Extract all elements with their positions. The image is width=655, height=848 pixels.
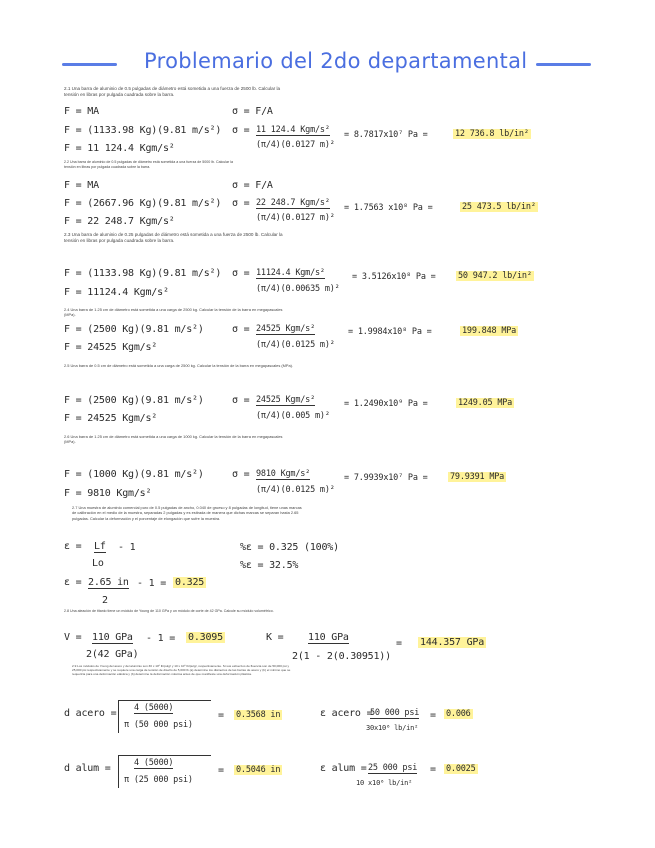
p1-sigma-numerator: 11 124.4 Kgm/s² <box>256 125 330 135</box>
title-rule-left <box>62 63 117 66</box>
p2-line-1: F = MA <box>64 180 99 191</box>
problem-2-7-statement: 2.7 Una muestra de aluminio comercial puro de 0.5 pulgadas de ancho, 0.040 de grueso y 8 pulgadas de longitud, tiene unas marcas de calibración en el medio de la muestra, separadas 2 pulgadas y es estirada de manera que dichas marcas se separan hasta 2.65 pulgadas. Calcular la deformación y el porcentaje de elongación que sufre la muestra. <box>72 505 302 521</box>
problem-2-9-statement: 2.9 Los módulos de Young del acero y del aluminio son 30 x 10⁶ lb/pulg² y 10 x 10⁶ lb/pulg², respectivamente. Si sus esfuerzos de fluencia son de 50,000 psi y 25,000 psi respectivamente y se requiere una carga de tensión de diseño de 5,000 lb (a) determine los diámetros de las barras de acero y (b) el mínimo que se requeriría para una deformación elástica y (b) determine la deformación máxima antes de que manifieste una deformación plástica. <box>72 664 291 677</box>
p3-sigma-denominator: (π/4)(0.00635 m)² <box>256 284 340 294</box>
p7-strain-numerator: Lf <box>94 541 106 552</box>
problem-2-2-statement: 2.2 Una barra de aluminio de 0.5 pulgadas de diámetro está sometida a una fuerza de 5000 lb. Calcular la tensión en libras por pulgada cuadrada sobre la barra. <box>64 160 234 169</box>
p3-answer: 50 947.2 lb/in² <box>458 271 532 281</box>
p9-alum-diameter-lhs: d alum = <box>64 763 111 774</box>
p9-steel-diameter-numerator: 4 (5000) <box>134 703 174 713</box>
p5-sigma-lhs: σ = <box>232 395 250 406</box>
p7-percent-line-1: %ε = 0.325 (100%) <box>240 542 339 553</box>
p2-sigma-lhs: σ = <box>232 198 250 209</box>
p1-sigma-result: = 8.7817x10⁷ Pa = <box>344 130 428 140</box>
p9-alum-strain-denominator: 10 x10⁶ lb/in² <box>356 779 413 787</box>
p9-steel-strain-denominator: 30x10⁶ lb/in² <box>366 724 419 732</box>
p7-strain2-minus: - 1 = <box>137 578 167 589</box>
p5-sigma-result: = 1.2490x10⁹ Pa = <box>344 399 428 409</box>
problem-2-3-statement: 2.3 Una barra de aluminio de 0.25 pulgadas de diámetro está sometida a una fuerza de 2500 lb. Calcular la tensión en libras por pulgada cuadrada sobre la barra. <box>64 232 283 244</box>
p4-line-2: F = 24525 Kgm/s² <box>64 342 158 353</box>
p1-line-1: F = MA <box>64 106 99 117</box>
p9-alum-strain-numerator: 25 000 psi <box>368 763 418 773</box>
p8-poisson-numerator: 110 GPa <box>92 632 133 643</box>
p6-sigma-lhs: σ = <box>232 469 250 480</box>
problem-2-1-statement: 2.1 Una barra de aluminio de 0.5 pulgadas de diámetro está sometida a una fuerza de 2500 lb. Calcular la tensión en libras por pulgada cuadrada sobre la barra. <box>64 86 281 98</box>
p5-sigma-denominator: (π/4)(0.005 m)² <box>256 411 330 421</box>
p3-line-2: F = 11124.4 Kgm/s² <box>64 287 169 298</box>
p2-sigma-denominator: (π/4)(0.0127 m)² <box>256 213 335 223</box>
p1-line-2: F = (1133.98 Kg)(9.81 m/s²) <box>64 125 222 136</box>
p6-line-2: F = 9810 Kgm/s² <box>64 488 152 499</box>
p1-sigma-lhs: σ = <box>232 125 250 136</box>
p2-line-3: F = 22 248.7 Kgm/s² <box>64 216 175 227</box>
p4-sigma-result: = 1.9984x10⁸ Pa = <box>348 327 432 337</box>
p8-poisson-minus: - 1 = <box>146 633 176 644</box>
p9-steel-strain-equals: = <box>430 710 436 721</box>
p1-sigma-denominator: (π/4)(0.0127 m)² <box>256 140 335 150</box>
problem-2-5-statement: 2.5 Una barra de 0.5 cm de diámetro está sometida a una carga de 2500 kg. Calcular la tensión de la barra en megapascales (MPa). <box>64 363 294 368</box>
p9-steel-diameter-answer: 0.3568 in <box>236 710 281 720</box>
p2-answer: 25 473.5 lb/in² <box>462 202 536 212</box>
p9-alum-diameter-equals: = <box>218 765 224 776</box>
p2-line-2: F = (2667.96 Kg)(9.81 m/s²) <box>64 198 222 209</box>
p5-answer: 1249.05 MPa <box>458 398 513 408</box>
p8-bulk-equals: = <box>396 638 402 649</box>
p3-sigma-numerator: 11124.4 Kgm/s² <box>256 268 325 278</box>
p9-alum-strain-equals: = <box>430 764 436 775</box>
p2-sigma-def: σ = F/A <box>232 180 273 191</box>
page-title: Problemario del 2do departamental <box>144 49 528 73</box>
p8-bulk-answer: 144.357 GPa <box>420 637 485 648</box>
p2-sigma-numerator: 22 248.7 Kgm/s² <box>256 198 330 208</box>
p3-line-1: F = (1133.98 Kg)(9.81 m/s²) <box>64 268 222 279</box>
p8-poisson-denominator: 2(42 GPa) <box>86 649 139 660</box>
p9-steel-diameter-equals: = <box>218 710 224 721</box>
p7-strain-answer: 0.325 <box>175 577 205 588</box>
p7-strain-minus: - 1 <box>118 542 136 553</box>
p9-alum-diameter-numerator: 4 (5000) <box>134 758 174 768</box>
p3-sigma-lhs: σ = <box>232 268 250 279</box>
p1-line-3: F = 11 124.4 Kgm/s² <box>64 143 175 154</box>
p4-line-1: F = (2500 Kg)(9.81 m/s²) <box>64 324 204 335</box>
p6-sigma-numerator: 9810 Kgm/s² <box>256 469 311 479</box>
p6-sigma-denominator: (π/4)(0.0125 m)² <box>256 485 335 495</box>
p7-strain2-denominator: 2 <box>102 595 108 606</box>
p5-line-2: F = 24525 Kgm/s² <box>64 413 158 424</box>
p9-alum-strain-answer: 0.0025 <box>446 764 476 774</box>
p9-alum-strain-lhs: ε alum = <box>320 763 367 774</box>
p4-sigma-denominator: (π/4)(0.0125 m)² <box>256 340 335 350</box>
p5-line-1: F = (2500 Kg)(9.81 m/s²) <box>64 395 204 406</box>
p8-bulk-lhs: K = <box>266 632 284 643</box>
p5-sigma-numerator: 24525 Kgm/s² <box>256 395 316 405</box>
p6-answer: 79.9391 MPa <box>450 472 505 482</box>
p9-alum-diameter-answer: 0.5046 in <box>236 765 281 775</box>
p9-steel-diameter-denominator: π (50 000 psi) <box>124 720 193 730</box>
p9-alum-diameter-denominator: π (25 000 psi) <box>124 775 193 785</box>
p4-sigma-numerator: 24525 Kgm/s² <box>256 324 316 334</box>
p3-sigma-result: = 3.5126x10⁸ Pa = <box>352 272 436 282</box>
p7-strain-lhs: ε = <box>64 541 82 552</box>
p6-line-1: F = (1000 Kg)(9.81 m/s²) <box>64 469 204 480</box>
p4-sigma-lhs: σ = <box>232 324 250 335</box>
p7-strain2-lhs: ε = <box>64 577 82 588</box>
p1-sigma-def: σ = F/A <box>232 106 273 117</box>
p7-strain2-numerator: 2.65 in <box>88 577 129 588</box>
p8-bulk-denominator: 2(1 - 2(0.30951)) <box>292 651 391 662</box>
problem-2-8-statement: 2.8 Una aleación de titanio tiene un módulo de Young de 110 GPa y un módulo de corte de 42 GPa. Calcule su módulo volumétrico. <box>64 609 274 613</box>
p9-steel-diameter-lhs: d acero = <box>64 708 117 719</box>
p8-bulk-numerator: 110 GPa <box>308 632 349 643</box>
p7-strain-denominator: Lo <box>92 558 104 569</box>
p4-answer: 199.848 MPa <box>462 326 517 336</box>
problem-2-4-statement: 2.4 Una barra de 1.25 cm de diámetro está sometida a una carga de 2500 kg. Calcular la tensión de la barra en megapascales (MPa). <box>64 307 283 318</box>
p8-poisson-lhs: V = <box>64 632 82 643</box>
problem-2-6-statement: 2.6 Una barra de 1.25 cm de diámetro está sometida a una carga de 1000 kg. Calcular la tensión de la barra en megapascales (MPa). <box>64 434 283 445</box>
p7-percent-line-2: %ε = 32.5% <box>240 560 299 571</box>
p9-steel-strain-answer: 0.006 <box>446 709 471 719</box>
p8-poisson-answer: 0.3095 <box>188 632 223 643</box>
p6-sigma-result: = 7.9939x10⁷ Pa = <box>344 473 428 483</box>
p9-steel-strain-lhs: ε acero = <box>320 708 373 719</box>
p2-sigma-result: = 1.7563 x10⁸ Pa = <box>344 203 433 213</box>
p1-answer: 12 736.8 lb/in² <box>455 129 529 139</box>
p9-steel-strain-numerator: 50 000 psi <box>370 708 420 718</box>
title-rule-right <box>536 63 591 66</box>
